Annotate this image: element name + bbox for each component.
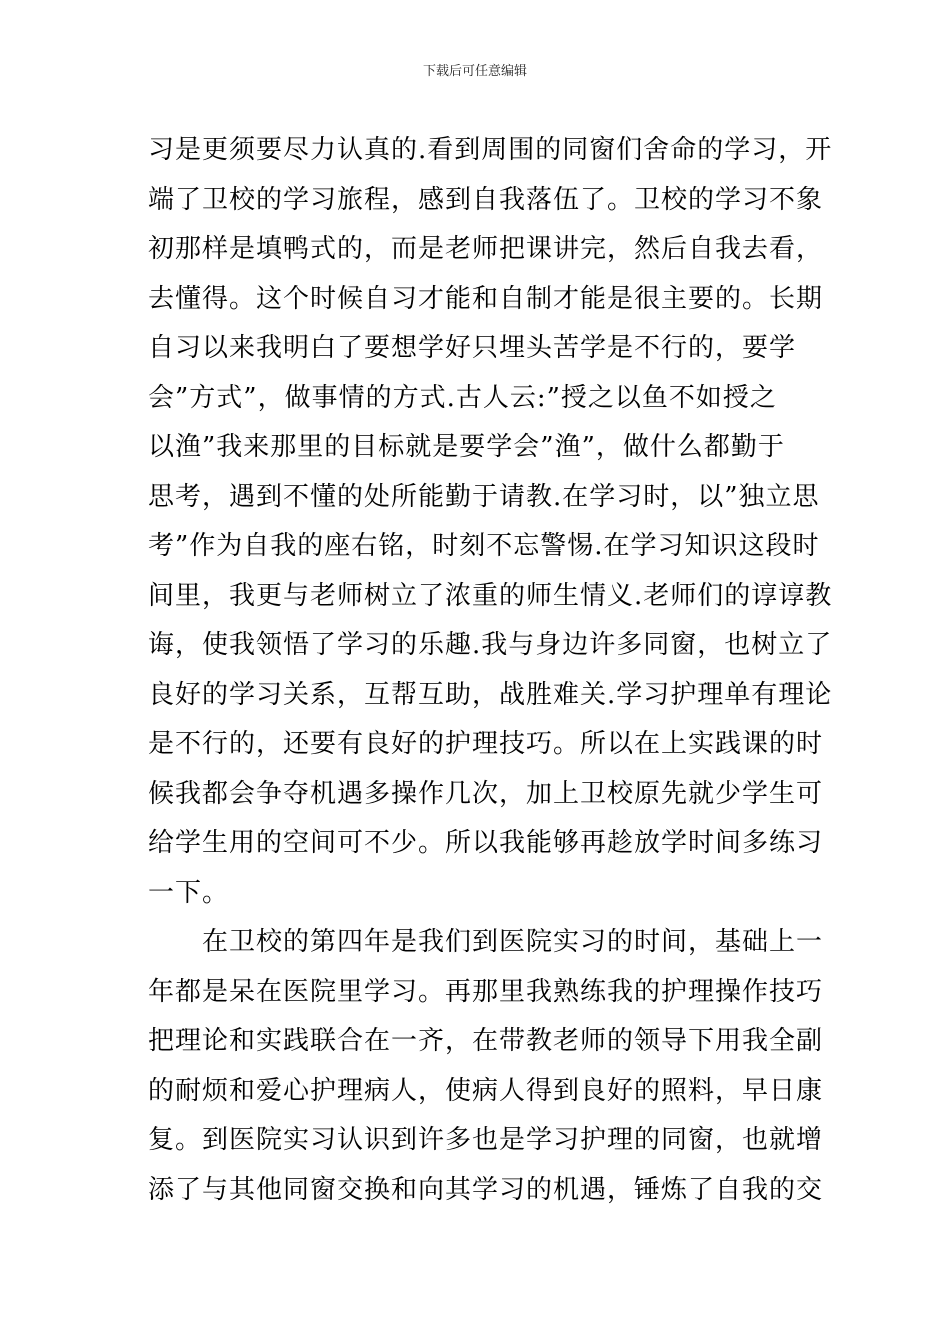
text-line: 良好的学习关系，互帮互助，战胜难关.学习护理单有理论 (148, 679, 833, 710)
text-line: 在卫校的第四年是我们到医院实习的时间，基础上一 (202, 927, 824, 957)
text-line: 把理论和实践联合在一齐，在带教老师的领导下用我全副 (148, 1026, 824, 1056)
text-line: 诲，使我领悟了学习的乐趣.我与身边许多同窗，也树立了 (148, 630, 833, 660)
text-line: 初那样是填鸭式的，而是老师把课讲完，然后自我去看， (148, 234, 824, 264)
page-header: 下载后可任意编辑 (422, 64, 527, 79)
paragraph-1 (148, 126, 833, 918)
text-line: 一下。 (148, 877, 230, 908)
text-line: 会”方式”，做事情的方式.古人云:”授之以鱼不如授之 (148, 382, 777, 413)
body-text (148, 126, 833, 1215)
text-line: 考”作为自我的座右铭，时刻不忘警惕.在学习知识这段时 (148, 531, 820, 561)
text-line: 自习以来我明白了要想学好只埋头苦学是不行的，要学 (148, 333, 797, 363)
text-line: 年都是呆在医院里学习。再那里我熟练我的护理操作技巧 (148, 976, 824, 1007)
text-line: 候我都会争夺机遇多操作几次，加上卫校原先就少学生可 (148, 778, 824, 809)
text-line: 间里，我更与老师树立了浓重的师生情义.老师们的谆谆教 (148, 580, 833, 611)
text-line: 添了与其他同窗交换和向其学习的机遇，锤炼了自我的交 (148, 1174, 824, 1205)
text-line: 习是更须要尽力认真的.看到周围的同窗们舍命的学习，开 (148, 135, 833, 165)
text-line: 复。到医院实习认识到许多也是学习护理的同窗，也就增 (148, 1125, 824, 1155)
text-line: 思考，遇到不懂的处所能勤于请教.在学习时，以”独立思 (148, 481, 820, 512)
paragraph-2 (148, 918, 824, 1215)
text-line: 是不行的，还要有良好的护理技巧。所以在上实践课的时 (148, 729, 824, 759)
text-line: 给学生用的空间可不少。所以我能够再趁放学时间多练习 (148, 828, 824, 858)
text-line: 以渔”我来那里的目标就是要学会”渔”，做什么都勤于 (148, 432, 785, 462)
text-line: 端了卫校的学习旅程，感到自我落伍了。卫校的学习不象 (148, 184, 824, 215)
text-line: 的耐烦和爱心护理病人，使病人得到良好的照料，早日康 (148, 1075, 824, 1106)
text-line: 去懂得。这个时候自习才能和自制才能是很主要的。长期 (148, 283, 824, 314)
